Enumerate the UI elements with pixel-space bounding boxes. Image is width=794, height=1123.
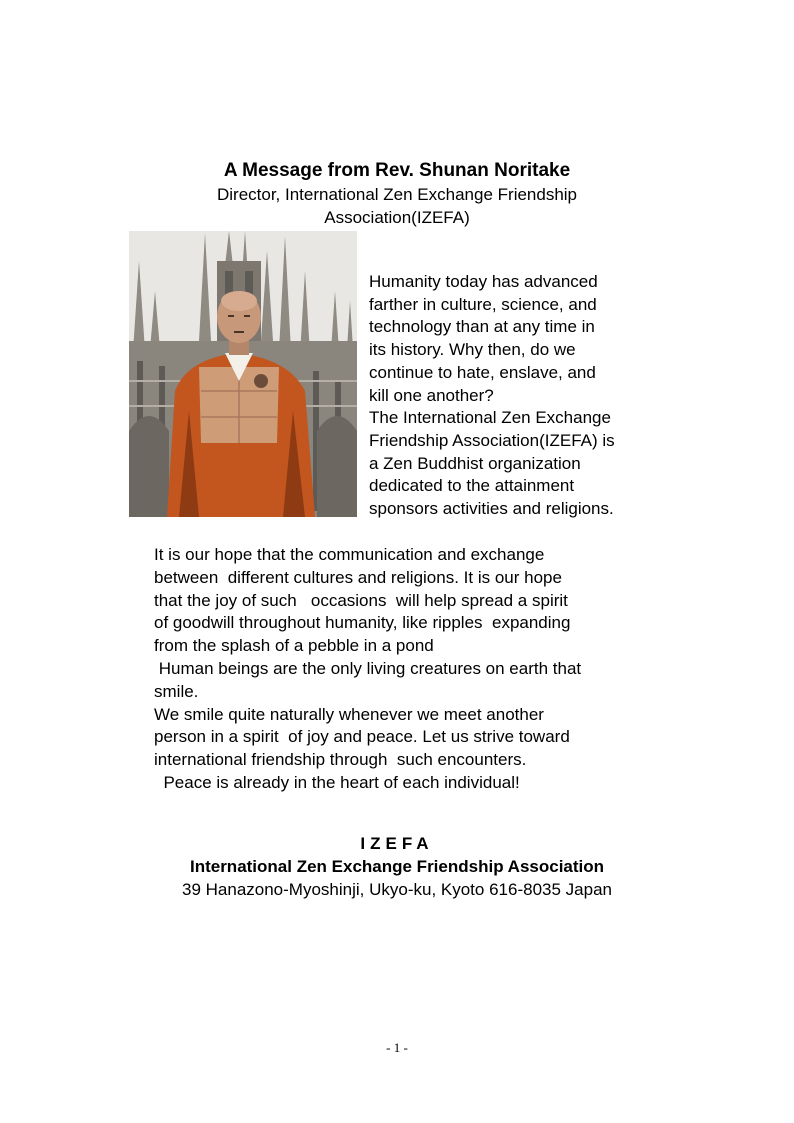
intro-line: technology than at any time in [369,317,595,337]
intro-line: The International Zen Exchange [369,408,611,428]
body-line: from the splash of a pebble in a pond [154,636,434,656]
org-name: International Zen Exchange Friendship Association [189,857,605,876]
intro-line: continue to hate, enslave, and [369,362,596,382]
monk-cathedral-illustration [129,231,357,517]
body-line: person in a spirit of joy and peace. Let us strive toward [154,727,570,747]
body-line: Peace is already in the heart of each individual! [154,772,520,792]
intro-line: sponsors activities and religions. [369,499,614,519]
page-subtitle [0,183,794,229]
subtitle-line-2: Association(IZEFA) [324,208,470,227]
intro-line: Humanity today has advanced [369,272,598,291]
body-line: of goodwill throughout humanity, like ripples expanding [154,613,571,633]
page-title: A Message from Rev. Shunan Noritake [223,160,571,181]
body-line: Human beings are the only living creatures on earth that [154,658,582,678]
intro-line: dedicated to the attainment [369,476,575,496]
body-line: It is our hope that the communication and exchange [154,545,545,564]
intro-line: its history. Why then, do we [369,340,576,360]
message-body [154,544,654,795]
intro-line: farther in culture, science, and [369,294,597,314]
subtitle-line-1: Director, International Zen Exchange Friendship [216,185,578,204]
monk-photo [129,231,357,517]
body-line: international friendship through such encounters. [154,750,527,770]
body-line: We smile quite naturally whenever we meet another [154,704,544,724]
intro-line: a Zen Buddhist organization [369,453,581,473]
intro-line: kill one another? [369,385,494,405]
body-line: that the joy of such occasions will help spread a spirit [154,590,568,610]
intro-line: Friendship Association(IZEFA) is [369,430,615,450]
page-number: - 1 - [386,1040,408,1055]
body-line: between different cultures and religions. It is our hope [154,567,562,587]
body-line: smile. [154,681,199,701]
organization-footer [0,832,794,901]
org-acronym: IZEFA [360,834,434,853]
intro-paragraph [369,271,659,521]
org-address: 39 Hanazono-Myoshinji, Ukyo-ku, Kyoto 616-8035 Japan [182,880,612,899]
